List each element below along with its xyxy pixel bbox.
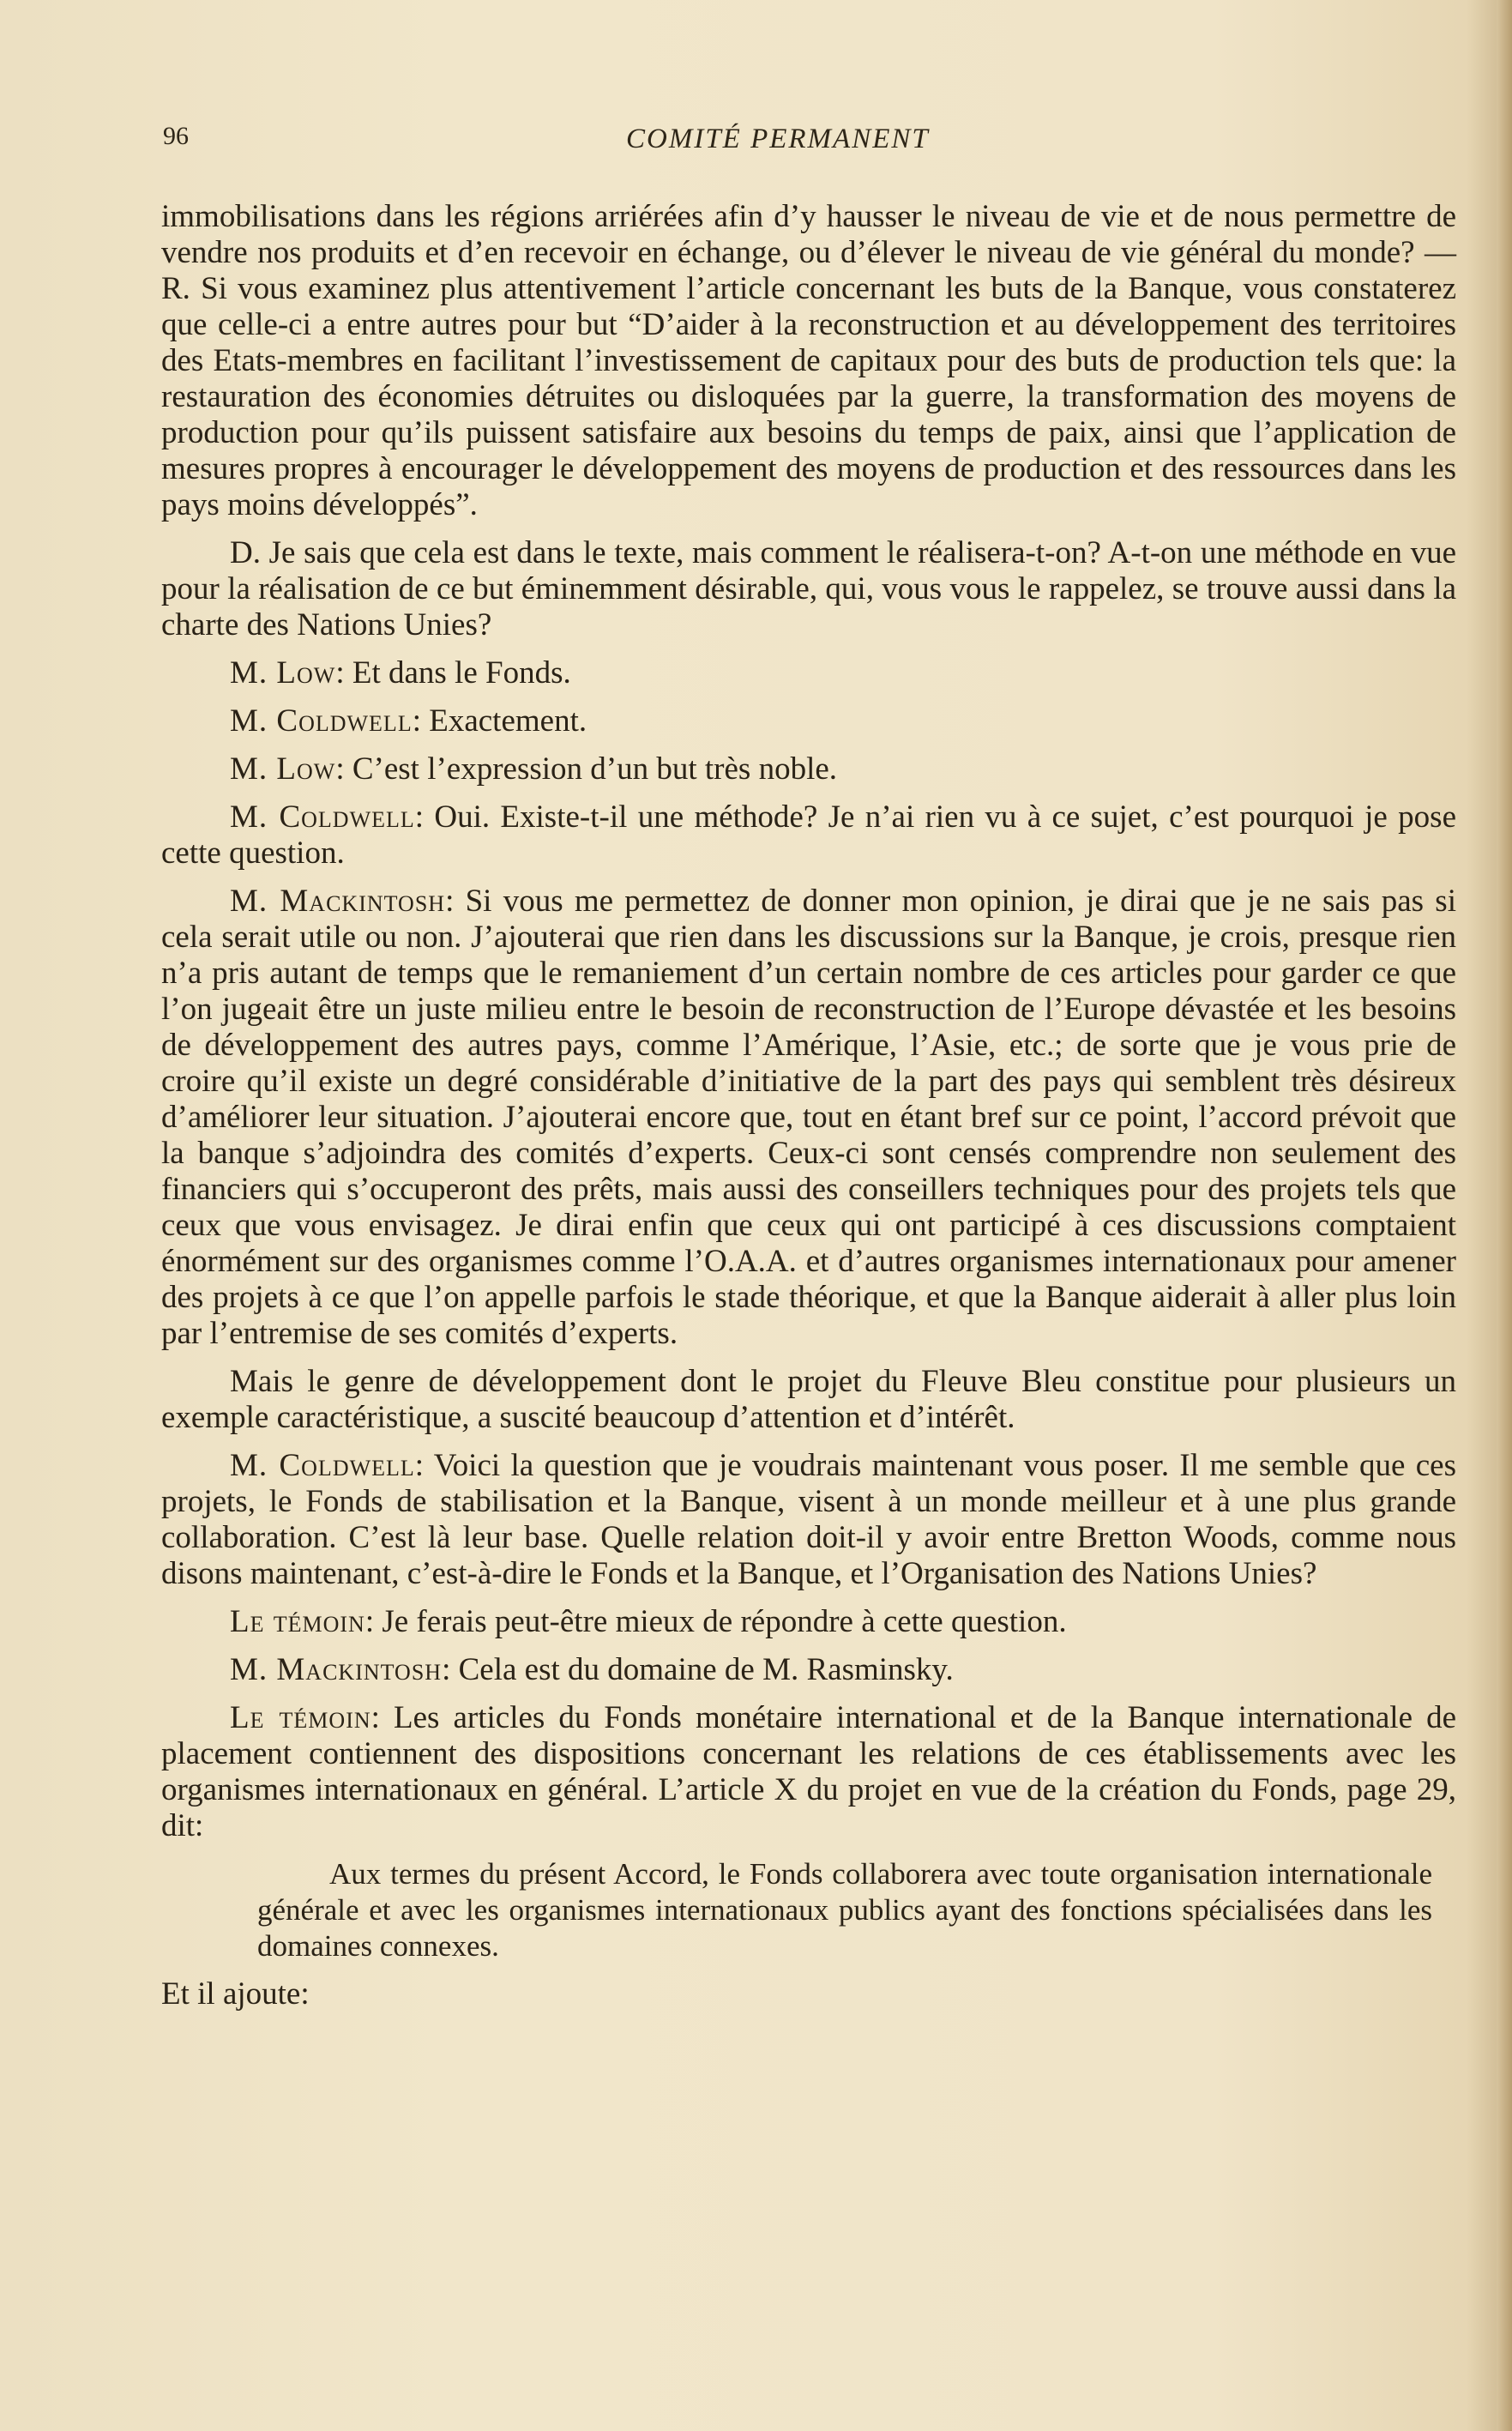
paragraph-2: D. Je sais que cela est dans le texte, mais comment le réalisera-t-on? A-t-on une méthode en vue pour la réalisation de ce but éminemment désirable, qui, vous vous le rappelez, se trouve aussi dans la charte des Nations Unies?: [161, 535, 1456, 642]
speech-text: : Je ferais peut-être mieux de répondre à cette question.: [364, 1604, 1067, 1639]
paragraph-6: [161, 799, 1456, 872]
speaker-name: M. Mackintosh: [230, 1652, 443, 1687]
paragraph-12: [161, 1700, 1456, 1844]
speech-text: : Si vous me permettez de donner mon opinion, je dirai que je ne sais pas si cela serait utile ou non. J’ajouterai que rien dans les discussions sur la Banque, je crois, presque rien n’a pris autant de temps que le remaniement d’un certain nombre de ces articles pour garder ce que l’on jugeait être un juste milieu entre le besoin de reconstruction de l’Europe dévastée et les besoins de développement des autres pays, comme l’Amérique, l’Asie, etc.; de sorte que je vous prie de croire qu’il existe un degré considérable d’initiative de la part des pays qui semblent très désireux d’améliorer leur situation. J’ajouterai encore que, tout en étant bref sur ce point, l’accord prévoit que la banque s’adjoindra des comités d’experts. Ceux-ci sont censés comprendre non seulement des financiers qui s’occuperont des prêts, mais aussi des conseillers techniques pour des projets tels que ceux que vous envisagez. Je dirai enfin que ceux qui ont participé à ces discussions comptaient énormément sur des organismes comme l’O.A.A. et d’autres organismes internationaux pour amener des projets à ce que l’on appelle parfois le stade théorique, et que la Banque aiderait à aller plus loin par l’entremise de ses comités d’experts.: [161, 884, 1456, 1351]
closing-line: Et il ajoute:: [161, 1976, 310, 2012]
speaker-name: M. Low: [230, 655, 336, 691]
paragraph-3: [161, 655, 1456, 691]
running-head: [163, 122, 1458, 165]
paragraph-8: Mais le genre de développement dont le projet du Fleuve Bleu constitue pour plusieurs un exemple caractéristique, a suscité beaucoup d’attention et d’intérêt.: [161, 1364, 1456, 1435]
speech-text: : Exactement.: [412, 703, 587, 739]
paragraph-1: immobilisations dans les régions arriérées afin d’y hausser le niveau de vie et de nous permettre de vendre nos produits et d’en recevoir en échange, ou d’élever le niveau de vie général du monde? — R. Si vous examinez plus attentivement l’article concernant les buts de la Banque, vous constaterez que celle-ci a entre autres pour but “D’aider à la reconstruction et au développement des territoires des Etats-membres en facilitant l’investissement de capitaux pour des buts de production tels que: la restauration des économies détruites ou disloquées par la guerre, la transformation des moyens de production pour qu’ils puissent satisfaire aux besoins du temps de paix, ainsi que l’application de mesures propres à encourager le développement des moyens de production et des ressources dans les pays moins développés”.: [161, 199, 1456, 522]
block-quote: Aux termes du présent Accord, le Fonds collaborera avec toute organisation internationale générale et avec les organismes internationaux publics ayant des fonctions spécialisées dans les domaines connexes.: [257, 1857, 1432, 1963]
paragraph-11: [161, 1652, 1456, 1688]
page-number: 96: [163, 122, 189, 150]
page-title: COMITÉ PERMANENT: [626, 124, 930, 154]
paragraph-7: [161, 884, 1456, 1352]
speaker-name: M. Coldwell: [230, 799, 415, 835]
page-edge: [1497, 0, 1512, 2431]
speech-text: : Et dans le Fonds.: [335, 655, 571, 691]
speaker-name: M. Low: [230, 751, 336, 787]
speaker-name: Le témoin: [230, 1604, 365, 1639]
speech-text: : C’est l’expression d’un but très noble.: [335, 751, 838, 787]
paragraph-5: [161, 751, 1456, 787]
speaker-name: Le témoin: [230, 1700, 371, 1735]
paragraph-10: [161, 1604, 1456, 1640]
paragraph-4: [161, 703, 1456, 739]
paragraph-9: [161, 1448, 1456, 1592]
body-text: [161, 199, 1456, 2024]
speech-text: : Oui. Existe-t-il une méthode? Je n’ai rien vu à ce sujet, c’est pourquoi je pose cette question.: [161, 799, 1456, 871]
speaker-name: M. Coldwell: [230, 1448, 415, 1483]
speech-text: : Voici la question que je voudrais maintenant vous poser. Il me semble que ces projets, le Fonds de stabilisation et la Banque, visent à un monde meilleur et à une plus grande collaboration. C’est là leur base. Quelle relation doit-il y avoir entre Bretton Woods, comme nous disons maintenant, c’est-à-dire le Fonds et la Banque, et l’Organisation des Nations Unies?: [161, 1448, 1456, 1591]
speech-text: : Les articles du Fonds monétaire international et de la Banque internationale de placement contiennent des dispositions concernant les relations de ces établissements avec les organismes internationaux en général. L’article X du projet en vue de la création du Fonds, page 29, dit:: [161, 1700, 1456, 1843]
speaker-name: M. Mackintosh: [230, 884, 446, 919]
speaker-name: M. Coldwell: [230, 703, 413, 739]
speech-text: : Cela est du domaine de M. Rasminsky.: [442, 1652, 954, 1687]
